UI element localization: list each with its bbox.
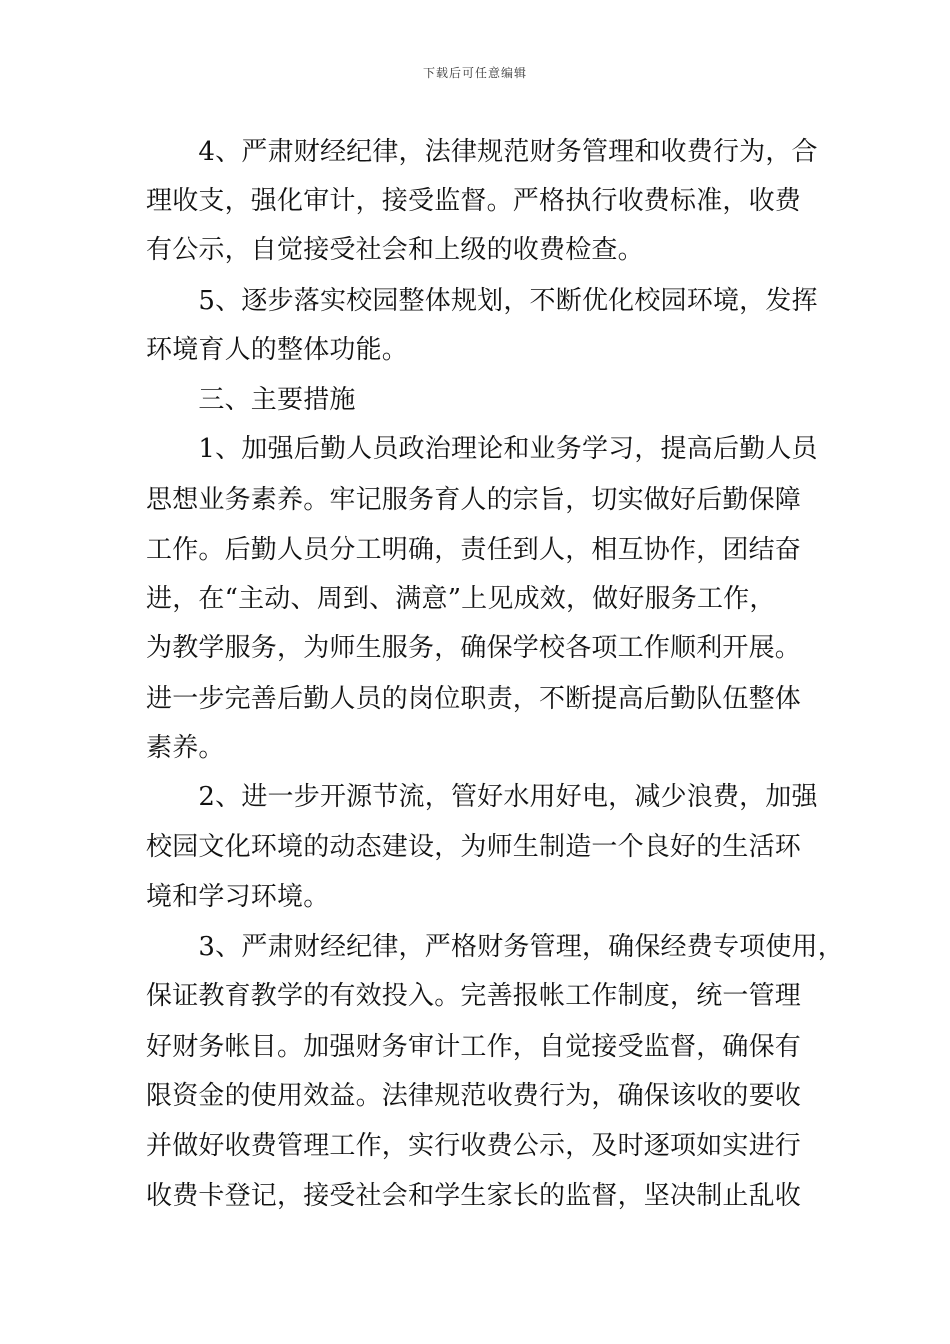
text-line: 2、进一步开源节流，管好水用好电，减少浪费，加强: [146, 782, 818, 812]
text-line: 4、严肃财经纪律，法律规范财务管理和收费行为，合: [146, 137, 818, 167]
text-line: 有公示，自觉接受社会和上级的收费检查。: [146, 235, 644, 265]
text-line: 1、加强后勤人员政治理论和业务学习，提高后勤人员: [146, 434, 818, 464]
text-line: 思想业务素养。牢记服务育人的宗旨，切实做好后勤保障: [146, 485, 802, 515]
text-line: 好财务帐目。加强财务审计工作，自觉接受监督，确保有: [146, 1032, 802, 1062]
text-line: 环境育人的整体功能。: [146, 335, 409, 365]
text-line: 理收支，强化审计，接受监督。严格执行收费标准，收费: [146, 186, 802, 216]
text-line: 境和学习环境。: [146, 882, 330, 912]
text-line: 限资金的使用效益。法律规范收费行为，确保该收的要收: [146, 1081, 802, 1111]
text-line: 进一步完善后勤人员的岗位职责，不断提高后勤队伍整体: [146, 684, 802, 714]
text-line: 工作。后勤人员分工明确，责任到人，相互协作，团结奋: [146, 535, 802, 565]
text-line: 素养。: [146, 733, 225, 763]
section-heading: 三、主要措施: [146, 385, 356, 415]
text-line: 保证教育教学的有效投入。完善报帐工作制度，统一管理: [146, 981, 802, 1011]
text-line: 为教学服务，为师生服务，确保学校各项工作顺利开展。: [146, 633, 802, 663]
text-line: 校园文化环境的动态建设，为师生制造一个良好的生活环: [146, 832, 802, 862]
text-line: 3、严肃财经纪律，严格财务管理，确保经费专项使用，: [146, 932, 844, 962]
text-line: 并做好收费管理工作，实行收费公示，及时逐项如实进行: [146, 1131, 802, 1161]
text-line: 进，在“主动、周到、满意”上见成效，做好服务工作，: [146, 584, 776, 614]
text-line: 5、逐步落实校园整体规划，不断优化校园环境，发挥: [146, 286, 818, 316]
header-note: 下载后可任意编辑: [422, 66, 527, 80]
text-line: 收费卡登记，接受社会和学生家长的监督，坚决制止乱收: [146, 1181, 802, 1211]
